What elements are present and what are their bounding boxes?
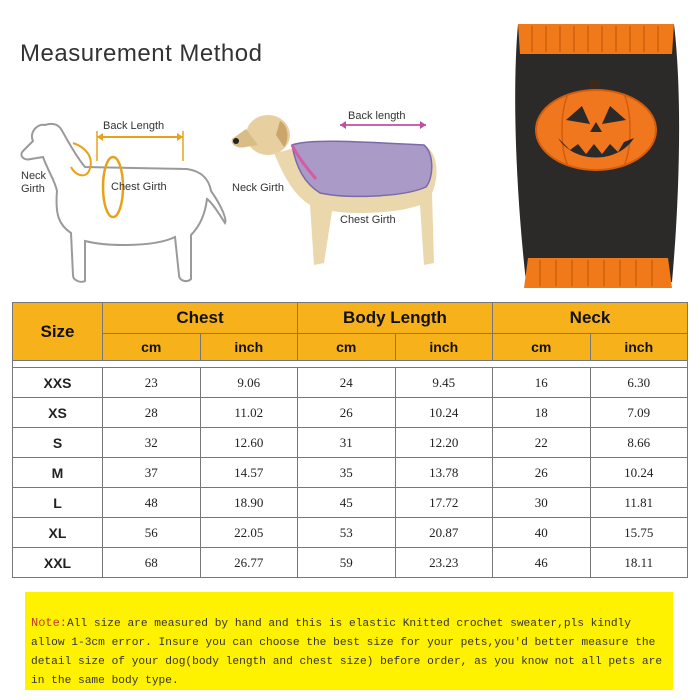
table-row [13, 428, 688, 458]
value-cell: 17.72 [395, 488, 493, 518]
value-cell: 31 [298, 428, 396, 458]
value-cell: 18.11 [590, 548, 688, 578]
value-cell: 53 [298, 518, 396, 548]
value-cell: 20.87 [395, 518, 493, 548]
neck-girth-label-line1: Neck [21, 170, 47, 182]
size-cell: L [13, 488, 103, 518]
table-row [13, 368, 688, 398]
table-row [13, 458, 688, 488]
value-cell: 45 [298, 488, 396, 518]
value-cell: 30 [493, 488, 591, 518]
size-cell: XL [13, 518, 103, 548]
neck-girth-label-line2: Girth [21, 183, 45, 195]
chest-header: Chest [103, 303, 298, 334]
value-cell: 28 [103, 398, 201, 428]
back-length-label: Back length [348, 110, 406, 122]
value-cell: 35 [298, 458, 396, 488]
value-cell: 18 [493, 398, 591, 428]
value-cell: 9.45 [395, 368, 493, 398]
value-cell: 46 [493, 548, 591, 578]
value-cell: 10.24 [590, 458, 688, 488]
value-cell: 12.20 [395, 428, 493, 458]
value-cell: 26 [298, 398, 396, 428]
value-cell: 32 [103, 428, 201, 458]
chest-girth-label: Chest Girth [111, 181, 167, 193]
table-row [13, 548, 688, 578]
size-cell: XXL [13, 548, 103, 578]
unit-header: inch [395, 334, 493, 361]
body-length-header: Body Length [298, 303, 493, 334]
dog-silhouette-outline [21, 124, 225, 282]
value-cell: 23 [103, 368, 201, 398]
size-cell: S [13, 428, 103, 458]
value-cell: 18.90 [200, 488, 298, 518]
table-row [13, 518, 688, 548]
value-cell: 11.81 [590, 488, 688, 518]
note-text: All size are measured by hand and this is elastic Knitted crochet sweater,pls kindly allow 1-3cm error. Insure you can choose the best size for your pets,you'd better measure the detail size of your dog(body length and chest size) before order, as you know not all pets are in the same body type. [31, 618, 663, 687]
value-cell: 11.02 [200, 398, 298, 428]
value-cell: 37 [103, 458, 201, 488]
table-unit-header-row [13, 334, 688, 361]
size-cell: XS [13, 398, 103, 428]
dog-outline-diagram [15, 95, 230, 300]
neck-girth-label: Neck Girth [232, 182, 284, 194]
unit-header: cm [298, 334, 396, 361]
table-row [13, 398, 688, 428]
table-group-header-row [13, 303, 688, 334]
value-cell: 23.23 [395, 548, 493, 578]
back-length-label: Back Length [103, 120, 165, 132]
pumpkin-sweater-image [498, 12, 690, 294]
value-cell: 7.09 [590, 398, 688, 428]
chest-girth-label: Chest Girth [340, 214, 396, 226]
page-title: Measurement Method [20, 40, 263, 67]
size-header: Size [13, 303, 103, 361]
value-cell: 22 [493, 428, 591, 458]
value-cell: 59 [298, 548, 396, 578]
value-cell: 13.78 [395, 458, 493, 488]
neck-girth-ring [71, 143, 91, 175]
value-cell: 26 [493, 458, 591, 488]
table-row [13, 488, 688, 518]
unit-header: inch [590, 334, 688, 361]
neck-header: Neck [493, 303, 688, 334]
size-chart-table [12, 302, 688, 578]
unit-header: cm [103, 334, 201, 361]
note-label: Note: [31, 616, 68, 630]
value-cell: 26.77 [200, 548, 298, 578]
value-cell: 22.05 [200, 518, 298, 548]
value-cell: 68 [103, 548, 201, 578]
value-cell: 15.75 [590, 518, 688, 548]
value-cell: 56 [103, 518, 201, 548]
value-cell: 48 [103, 488, 201, 518]
value-cell: 40 [493, 518, 591, 548]
value-cell: 24 [298, 368, 396, 398]
value-cell: 16 [493, 368, 591, 398]
note-box [25, 592, 673, 690]
value-cell: 6.30 [590, 368, 688, 398]
size-cell: M [13, 458, 103, 488]
unit-header: cm [493, 334, 591, 361]
dog-wearing-sweater-diagram [228, 95, 468, 300]
value-cell: 10.24 [395, 398, 493, 428]
value-cell: 12.60 [200, 428, 298, 458]
value-cell: 8.66 [590, 428, 688, 458]
unit-header: inch [200, 334, 298, 361]
value-cell: 14.57 [200, 458, 298, 488]
value-cell: 9.06 [200, 368, 298, 398]
size-cell: XXS [13, 368, 103, 398]
